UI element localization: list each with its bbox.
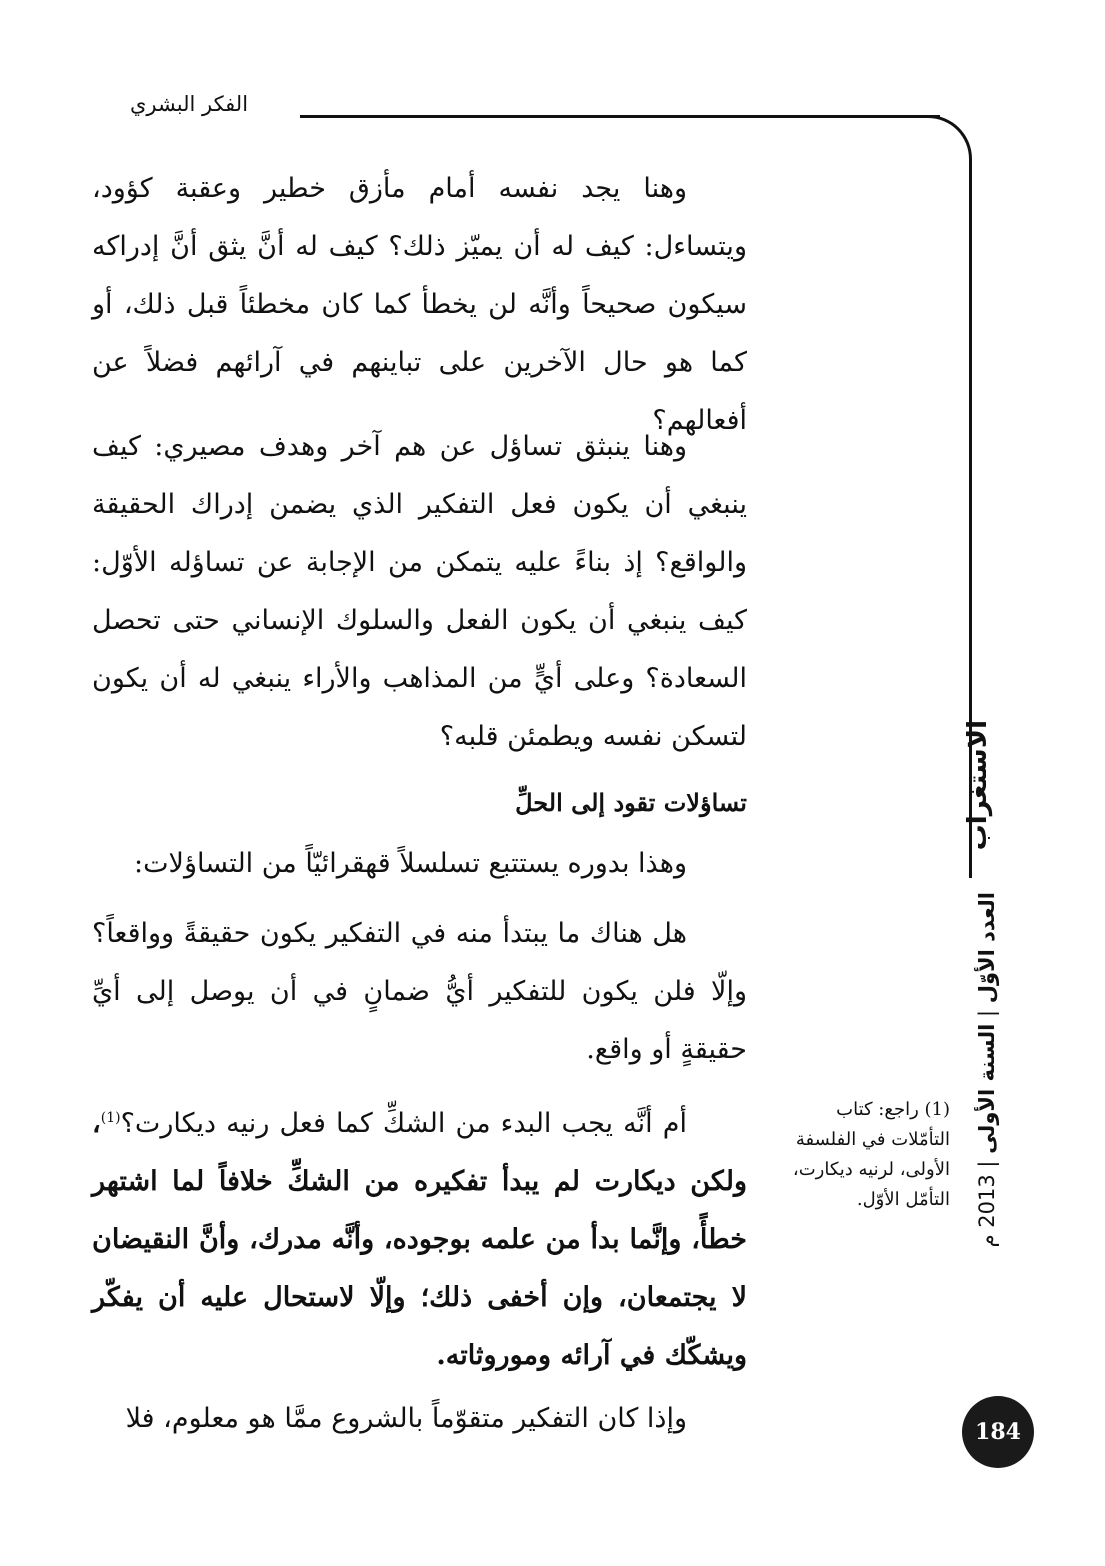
paragraph-2: وهنا ينبثق تساؤل عن هم آخر وهدف مصيري: كيف ينبغي أن يكون فعل التفكير الذي يضمن إدراك الحقيقة والواقع؟ إذ بناءً عليه يتمكن من الإجابة عن تساؤله الأوّل: كيف ينبغي أن يكون الفعل والسلوك الإنساني حتى تحصل السعادة؟ وعلى أيٍّ من المذاهب والأراء ينبغي له أن يكون لتسكن نفسه ويطمئن قلبه؟	[92, 431, 747, 752]
journal-logo	[952, 690, 1004, 880]
paragraph-5-plain: أم أنَّه يجب البدء من الشكِّ كما فعل رنيه ديكارت؟	[120, 1108, 687, 1139]
running-title: الفكر البشري	[130, 92, 249, 116]
section-heading: تساؤلات تقود إلى الحلِّ	[515, 788, 747, 817]
issue-number: العدد الأوّل	[975, 892, 999, 1004]
paragraph-5-bold: ، ولكن ديكارت لم يبدأ تفكيره من الشكِّ خلافاً لما اشتهر خطأً، وإنَّما بدأ من علمه بوجوده، وأنَّه مدرك، وأنَّ النقيضان لا يجتمعان، وإن أخفى ذلك؛ وإلّا لاستحال عليه أن يفكّر ويشكّك في آرائه وموروثاته.	[92, 1108, 747, 1371]
page-number: 184	[975, 1419, 1021, 1445]
issue-info-text	[975, 892, 999, 1247]
paragraph-5	[92, 1095, 747, 1385]
paragraph-4: هل هناك ما يبتدأ منه في التفكير يكون حقيقةً وواقعاً؟ وإلّا فلن يكون للتفكير أيُّ ضمانٍ في أن يوصل إلى أيِّ حقيقةٍ أو واقع.	[92, 918, 747, 1065]
issue-info	[962, 892, 1012, 1248]
issue-separator-1: |	[975, 1010, 999, 1018]
issue-separator-2: |	[975, 1160, 999, 1168]
header-rule	[300, 115, 940, 118]
footnote-reference[interactable]: (1)	[100, 1110, 121, 1126]
footnote: (1) راجع: كتاب التأمّلات في الفلسفة الأولى، لرنيه ديكارت، التأمّل الأوّل.	[792, 1099, 950, 1210]
journal-name: الاستغراب	[963, 719, 993, 851]
issue-year-label: السنة الأولى	[975, 1024, 999, 1155]
paragraph-1: وهنا يجد نفسه أمام مأزق خطير وعقبة كؤود، ويتساءل: كيف له أن يميّز ذلك؟ كيف له أنَّ يثق أنَّ إدراكه سيكون صحيحاً وأنَّه لن يخطأ كما كان مخطئاً قبل ذلك، أو كما هو حال الآخرين على تباينهم في آرائهم فضلاً عن أفعالهم؟	[92, 173, 747, 436]
paragraph-6: وإذا كان التفكير متقوّماً بالشروع ممَّا هو معلوم، فلا	[125, 1403, 687, 1434]
issue-date: 2013 م	[975, 1174, 999, 1248]
paragraph-3: وهذا بدوره يستتبع تسلسلاً قهقرائيّاً من التساؤلات:	[134, 848, 687, 879]
page-number-badge	[962, 1396, 1034, 1468]
